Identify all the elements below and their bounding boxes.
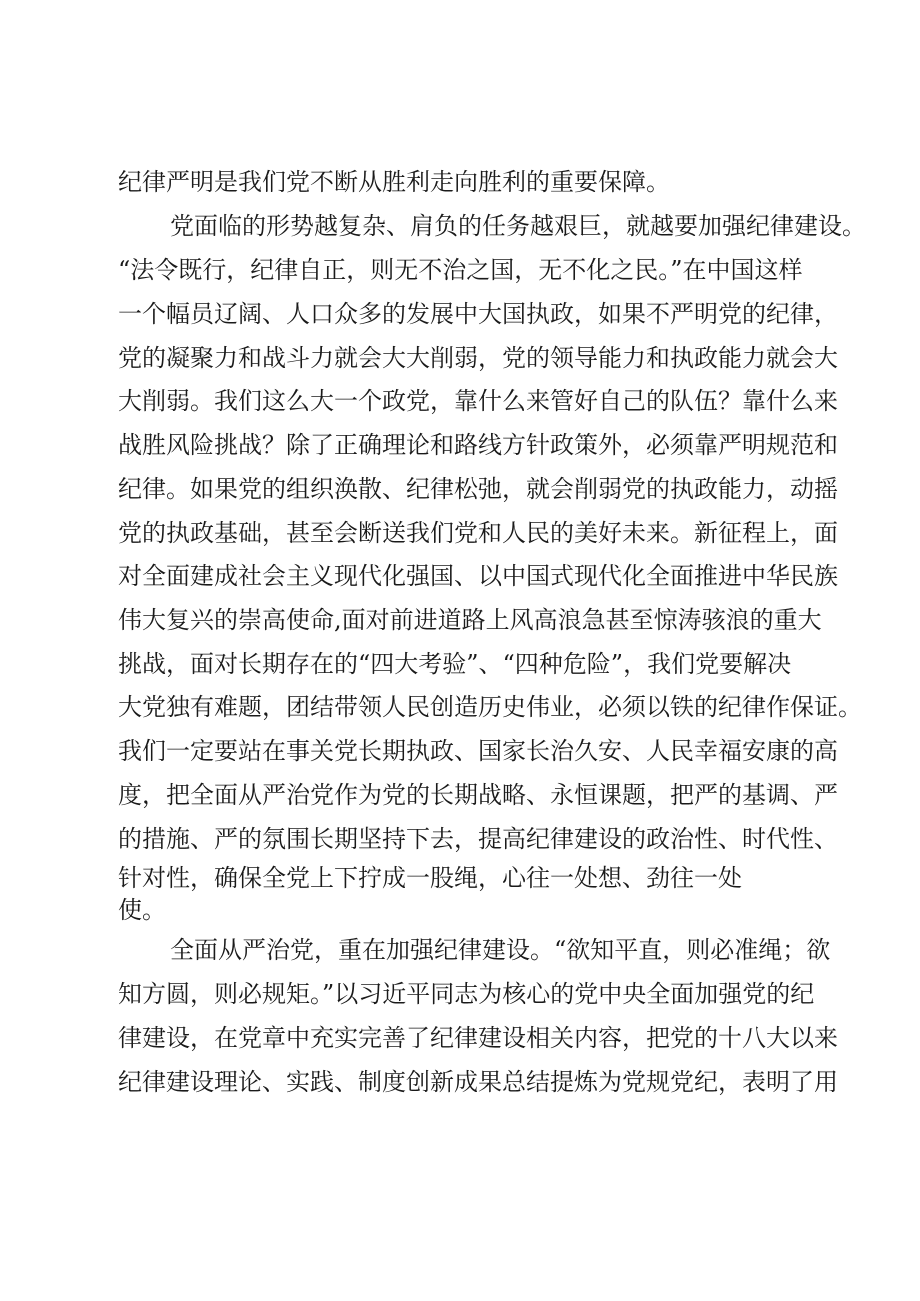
text-line: 度，把全面从严治党作为党的长期战略、永恒课题，把严的基调、严: [118, 781, 838, 809]
text-line: 纪律严明是我们党不断从胜利走向胜利的重要保障。: [118, 168, 670, 196]
text-line: 挑战，面对长期存在的“四大考验”、“四种危险”，我们党要解决: [118, 650, 792, 678]
text-line: 律建设，在党章中充实完善了纪律建设相关内容，把党的十八大以来: [118, 1024, 838, 1052]
paragraph-start-line: 党面临的形势越复杂、肩负的任务越艰巨，就越要加强纪律建设。: [170, 212, 866, 240]
text-line: 纪律建设理论、实践、制度创新成果总结提炼为党规党纪，表明了用: [118, 1068, 838, 1096]
text-line: 我们一定要站在事关党长期执政、国家长治久安、人民幸福安康的高: [118, 737, 838, 765]
text-line: 一个幅员辽阔、人口众多的发展中大国执政，如果不严明党的纪律，: [118, 300, 838, 328]
text-line: 大党独有难题，团结带领人民创造历史伟业，必须以铁的纪律作保证。: [118, 693, 862, 721]
text-line: 伟大复兴的崇高使命,面对前进道路上风高浪急甚至惊涛骇浪的重大: [118, 606, 822, 634]
text-line: 大削弱。我们这么大一个政党，靠什么来管好自己的队伍？靠什么来: [118, 387, 838, 415]
text-line: 纪律。如果党的组织涣散、纪律松弛，就会削弱党的执政能力，动摇: [118, 475, 838, 503]
text-line: 对全面建成社会主义现代化强国、以中国式现代化全面推进中华民族: [118, 562, 838, 590]
text-line: 的措施、严的氛围长期坚持下去，提高纪律建设的政治性、时代性、: [118, 825, 838, 853]
text-line: 战胜风险挑战？除了正确理论和路线方针政策外，必须靠严明规范和: [118, 431, 838, 459]
paragraph-start-line: 全面从严治党，重在加强纪律建设。“欲知平直，则必准绳；欲: [170, 936, 831, 964]
text-line: 使。: [118, 896, 166, 924]
text-line: 党的凝聚力和战斗力就会大大削弱，党的领导能力和执政能力就会大: [118, 344, 838, 372]
text-line: “法令既行，纪律自正，则无不治之国，无不化之民。”在中国这样: [118, 256, 803, 284]
text-line: 针对性，确保全党上下拧成一股绳，心往一处想、劲往一处: [118, 864, 742, 892]
text-line: 党的执政基础，甚至会断送我们党和人民的美好未来。新征程上，面: [118, 519, 838, 547]
text-line: 知方圆，则必规矩。”以习近平同志为核心的党中央全面加强党的纪: [118, 980, 815, 1008]
